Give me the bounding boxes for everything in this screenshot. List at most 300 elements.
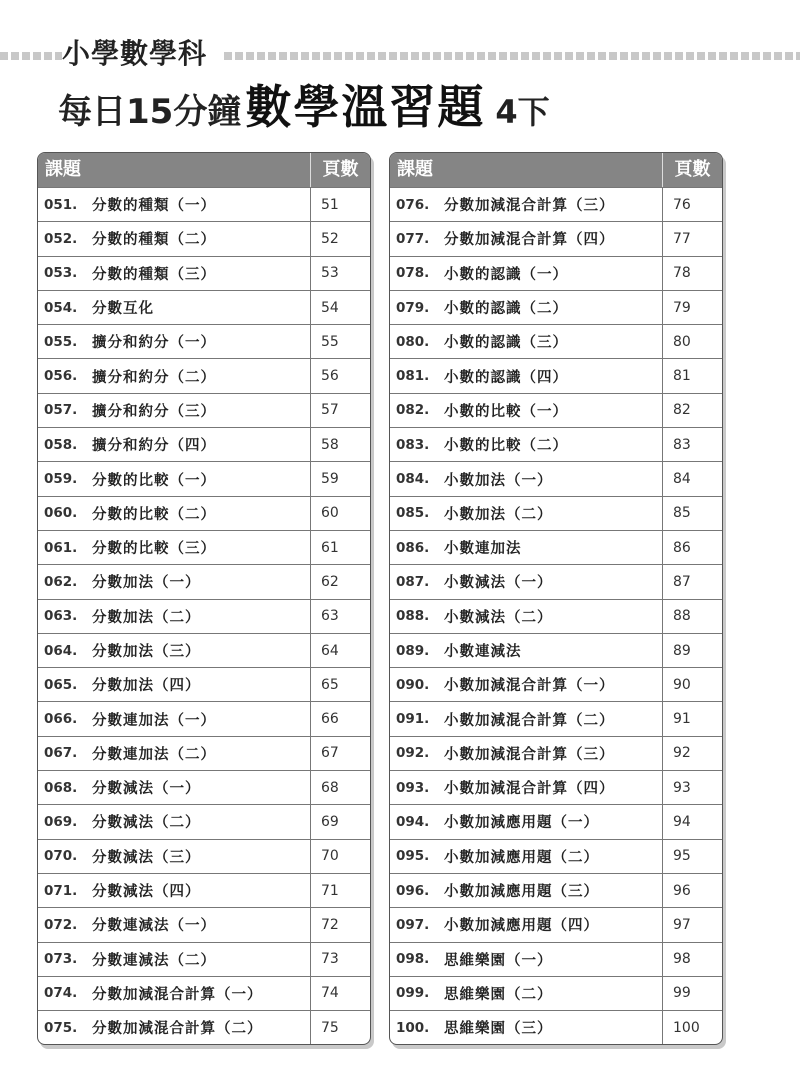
table-row — [390, 530, 722, 564]
table-row — [38, 530, 370, 564]
table-row — [390, 496, 722, 530]
topic-cell — [390, 805, 663, 838]
lesson-topic: 思維樂園（二） — [444, 986, 553, 1003]
page-number: 54 — [321, 299, 339, 316]
page-number: 89 — [673, 642, 691, 659]
lesson-topic: 擴分和約分（三） — [92, 403, 216, 420]
dash-square — [378, 52, 386, 60]
lesson-topic: 分數的比較（一） — [92, 472, 216, 489]
dash-square — [279, 52, 287, 60]
lesson-number: 084. — [396, 471, 430, 488]
dash-square — [356, 52, 364, 60]
dash-square — [488, 52, 496, 60]
dash-square — [620, 52, 628, 60]
lesson-number: 082. — [396, 402, 430, 419]
lesson-number: 074. — [44, 985, 78, 1002]
dash-square — [774, 52, 782, 60]
dash-square — [11, 52, 19, 60]
column-header-topic: 課題 — [38, 153, 311, 187]
lesson-topic: 分數連減法（二） — [92, 952, 216, 969]
page-number: 51 — [321, 196, 339, 213]
table-row — [38, 804, 370, 838]
topic-cell — [390, 977, 663, 1010]
table-header — [38, 153, 370, 187]
topic-cell — [390, 428, 663, 461]
table-row — [38, 633, 370, 667]
lesson-topic: 分數減法（三） — [92, 849, 201, 866]
dash-square — [521, 52, 529, 60]
page-number: 99 — [673, 985, 691, 1002]
topic-cell — [38, 497, 311, 530]
topic-cell — [390, 668, 663, 701]
lesson-number: 065. — [44, 676, 78, 693]
table-row — [390, 873, 722, 907]
table-row — [390, 942, 722, 976]
lesson-number: 069. — [44, 813, 78, 830]
page-number: 81 — [673, 368, 691, 385]
dash-square — [312, 52, 320, 60]
topic-cell — [38, 531, 311, 564]
page-number: 53 — [321, 265, 339, 282]
lesson-number: 056. — [44, 368, 78, 385]
table-row — [38, 564, 370, 598]
table-row — [38, 839, 370, 873]
lesson-topic: 分數的比較（二） — [92, 506, 216, 523]
page-number: 57 — [321, 402, 339, 419]
topic-cell — [390, 840, 663, 873]
page-number: 87 — [673, 573, 691, 590]
page-number: 56 — [321, 368, 339, 385]
dash-square — [609, 52, 617, 60]
topic-cell — [390, 531, 663, 564]
lesson-topic: 分數減法（一） — [92, 781, 201, 798]
page-number: 66 — [321, 711, 339, 728]
table-row — [390, 976, 722, 1010]
dash-square — [741, 52, 749, 60]
dash-square — [675, 52, 683, 60]
table-row — [38, 907, 370, 941]
lesson-topic: 擴分和約分（四） — [92, 438, 216, 455]
lesson-number: 052. — [44, 230, 78, 247]
dash-square — [598, 52, 606, 60]
decorative-dashes-left — [0, 52, 62, 60]
lesson-topic: 分數加減混合計算（二） — [92, 1021, 263, 1038]
page-number: 64 — [321, 642, 339, 659]
page-number: 65 — [321, 676, 339, 693]
dash-square — [631, 52, 639, 60]
lesson-topic: 小數減法（一） — [444, 575, 553, 592]
lesson-topic: 小數的認識（四） — [444, 369, 568, 386]
page-number: 71 — [321, 882, 339, 899]
topic-cell — [38, 257, 311, 290]
table-row — [38, 187, 370, 221]
table-row — [390, 599, 722, 633]
page-number: 69 — [321, 813, 339, 830]
page-number: 52 — [321, 230, 339, 247]
lesson-topic: 分數減法（二） — [92, 815, 201, 832]
lesson-topic: 分數加減混合計算（四） — [444, 232, 615, 249]
lesson-topic: 分數加減混合計算（三） — [444, 198, 615, 215]
lesson-number: 098. — [396, 951, 430, 968]
table-row — [390, 187, 722, 221]
table-row — [38, 461, 370, 495]
page-number: 77 — [673, 230, 691, 247]
topic-cell — [390, 359, 663, 392]
lesson-number: 068. — [44, 779, 78, 796]
dash-square — [22, 52, 30, 60]
dash-square — [44, 52, 52, 60]
dash-square — [499, 52, 507, 60]
lesson-topic: 分數互化 — [92, 301, 154, 318]
lesson-topic: 小數加減混合計算（四） — [444, 781, 615, 798]
page-number: 95 — [673, 848, 691, 865]
lesson-topic: 小數減法（二） — [444, 609, 553, 626]
toc-table-left — [37, 152, 371, 1045]
lesson-topic: 分數加減混合計算（一） — [92, 986, 263, 1003]
lesson-number: 054. — [44, 299, 78, 316]
page-number: 70 — [321, 848, 339, 865]
title-grade: 4下 — [495, 93, 550, 131]
topic-cell — [390, 600, 663, 633]
topic-cell — [390, 291, 663, 324]
lesson-number: 053. — [44, 265, 78, 282]
dash-square — [796, 52, 800, 60]
lesson-number: 090. — [396, 676, 430, 693]
topic-cell — [390, 222, 663, 255]
page-number: 85 — [673, 505, 691, 522]
lesson-number: 094. — [396, 813, 430, 830]
dash-square — [334, 52, 342, 60]
table-row — [38, 1010, 370, 1044]
lesson-number: 079. — [396, 299, 430, 316]
dash-square — [422, 52, 430, 60]
title-main: 數學溫習題 — [245, 80, 486, 134]
table-row — [390, 633, 722, 667]
page-number: 60 — [321, 505, 339, 522]
lesson-number: 073. — [44, 951, 78, 968]
page-number: 63 — [321, 608, 339, 625]
lesson-topic: 小數加減應用題（一） — [444, 815, 599, 832]
table-row — [38, 942, 370, 976]
topic-cell — [38, 737, 311, 770]
dash-square — [444, 52, 452, 60]
page-number: 76 — [673, 196, 691, 213]
lesson-number: 083. — [396, 436, 430, 453]
page-number: 94 — [673, 813, 691, 830]
table-row — [390, 564, 722, 598]
topic-cell — [390, 394, 663, 427]
column-header-topic: 課題 — [390, 153, 663, 187]
topic-cell — [38, 840, 311, 873]
lesson-topic: 小數加減應用題（三） — [444, 884, 599, 901]
table-row — [390, 221, 722, 255]
topic-cell — [38, 600, 311, 633]
dash-square — [686, 52, 694, 60]
lesson-number: 055. — [44, 333, 78, 350]
lesson-number: 076. — [396, 196, 430, 213]
lesson-number: 086. — [396, 539, 430, 556]
dash-square — [565, 52, 573, 60]
page-number: 83 — [673, 436, 691, 453]
page-number: 61 — [321, 539, 339, 556]
dash-square — [257, 52, 265, 60]
dash-square — [290, 52, 298, 60]
lesson-topic: 分數的種類（一） — [92, 198, 216, 215]
dash-square — [455, 52, 463, 60]
topic-cell — [390, 325, 663, 358]
dash-square — [532, 52, 540, 60]
topic-cell — [390, 737, 663, 770]
lesson-topic: 分數加法（一） — [92, 575, 201, 592]
lesson-number: 064. — [44, 642, 78, 659]
dash-square — [433, 52, 441, 60]
lesson-topic: 小數連減法 — [444, 644, 522, 660]
lesson-number: 081. — [396, 368, 430, 385]
table-row — [38, 358, 370, 392]
lesson-topic: 分數的比較（三） — [92, 541, 216, 558]
table-row — [390, 427, 722, 461]
dash-square — [301, 52, 309, 60]
table-row — [390, 907, 722, 941]
table-row — [38, 770, 370, 804]
topic-cell — [38, 805, 311, 838]
lesson-number: 092. — [396, 745, 430, 762]
page-number: 79 — [673, 299, 691, 316]
topic-cell — [390, 908, 663, 941]
lesson-number: 078. — [396, 265, 430, 282]
dash-square — [477, 52, 485, 60]
table-row — [38, 976, 370, 1010]
lesson-topic: 分數減法（四） — [92, 884, 201, 901]
dash-square — [763, 52, 771, 60]
dash-square — [235, 52, 243, 60]
lesson-number: 057. — [44, 402, 78, 419]
table-row — [390, 256, 722, 290]
lesson-number: 099. — [396, 985, 430, 1002]
lesson-topic: 擴分和約分（二） — [92, 369, 216, 386]
lesson-number: 060. — [44, 505, 78, 522]
dash-square — [752, 52, 760, 60]
table-row — [38, 701, 370, 735]
page-number: 84 — [673, 471, 691, 488]
table-row — [390, 358, 722, 392]
table-row — [390, 393, 722, 427]
page-number: 68 — [321, 779, 339, 796]
topic-cell — [38, 462, 311, 495]
lesson-topic: 小數加減混合計算（三） — [444, 746, 615, 763]
column-header-page: 頁數 — [674, 159, 711, 180]
dash-square — [389, 52, 397, 60]
topic-cell — [390, 702, 663, 735]
table-header — [390, 153, 722, 187]
lesson-topic: 分數連加法（二） — [92, 746, 216, 763]
page-number: 91 — [673, 711, 691, 728]
lesson-topic: 分數連減法（一） — [92, 918, 216, 935]
lesson-number: 091. — [396, 711, 430, 728]
book-title — [58, 76, 550, 138]
page-number: 98 — [673, 951, 691, 968]
lesson-topic: 小數加減混合計算（一） — [444, 678, 615, 695]
page-number: 67 — [321, 745, 339, 762]
lesson-number: 080. — [396, 333, 430, 350]
dash-square — [345, 52, 353, 60]
table-row — [390, 1010, 722, 1044]
topic-cell — [38, 977, 311, 1010]
topic-cell — [390, 943, 663, 976]
lesson-topic: 小數加法（二） — [444, 506, 553, 523]
lesson-topic: 小數的比較（二） — [444, 438, 568, 455]
lesson-topic: 小數連加法 — [444, 541, 522, 558]
column-header-page: 頁數 — [322, 159, 359, 180]
topic-cell — [390, 462, 663, 495]
lesson-number: 075. — [44, 1019, 78, 1036]
dash-square — [55, 52, 62, 60]
topic-cell — [38, 325, 311, 358]
page-number: 59 — [321, 471, 339, 488]
lesson-number: 062. — [44, 573, 78, 590]
table-row — [38, 599, 370, 633]
topic-cell — [390, 188, 663, 221]
table-row — [38, 427, 370, 461]
topic-cell — [38, 1011, 311, 1044]
table-row — [38, 393, 370, 427]
lesson-topic: 小數的認識（二） — [444, 301, 568, 318]
table-row — [390, 770, 722, 804]
lesson-topic: 小數加減應用題（二） — [444, 849, 599, 866]
page-number: 100 — [673, 1019, 700, 1036]
table-row — [38, 736, 370, 770]
dash-square — [33, 52, 41, 60]
dash-square — [576, 52, 584, 60]
page-number: 55 — [321, 333, 339, 350]
dash-square — [323, 52, 331, 60]
topic-cell — [38, 222, 311, 255]
lesson-number: 067. — [44, 745, 78, 762]
dash-square — [466, 52, 474, 60]
page-number: 58 — [321, 436, 339, 453]
dash-square — [653, 52, 661, 60]
table-row — [38, 667, 370, 701]
table-row — [390, 839, 722, 873]
table-row — [390, 667, 722, 701]
lesson-topic: 擴分和約分（一） — [92, 335, 216, 352]
lesson-topic: 思維樂園（三） — [444, 1021, 553, 1038]
table-row — [38, 873, 370, 907]
page-number: 97 — [673, 916, 691, 933]
dash-square — [730, 52, 738, 60]
title-prefix: 每日15分鐘 — [58, 92, 242, 132]
page-number: 80 — [673, 333, 691, 350]
dash-square — [697, 52, 705, 60]
lesson-number: 051. — [44, 196, 78, 213]
lesson-number: 097. — [396, 916, 430, 933]
topic-cell — [390, 874, 663, 907]
lesson-number: 070. — [44, 848, 78, 865]
dash-square — [785, 52, 793, 60]
topic-cell — [390, 634, 663, 667]
lesson-topic: 分數連加法（一） — [92, 712, 216, 729]
topic-cell — [38, 908, 311, 941]
lesson-number: 088. — [396, 608, 430, 625]
lesson-number: 071. — [44, 882, 78, 899]
page-number: 90 — [673, 676, 691, 693]
lesson-number: 059. — [44, 471, 78, 488]
dash-square — [400, 52, 408, 60]
page-number: 74 — [321, 985, 339, 1002]
page-number: 93 — [673, 779, 691, 796]
dash-square — [708, 52, 716, 60]
lesson-number: 072. — [44, 916, 78, 933]
lesson-number: 077. — [396, 230, 430, 247]
page-number: 92 — [673, 745, 691, 762]
topic-cell — [38, 943, 311, 976]
lesson-topic: 分數的種類（二） — [92, 232, 216, 249]
table-row — [390, 290, 722, 324]
dash-square — [411, 52, 419, 60]
topic-cell — [38, 702, 311, 735]
lesson-topic: 小數的比較（一） — [444, 403, 568, 420]
topic-cell — [390, 565, 663, 598]
lesson-number: 096. — [396, 882, 430, 899]
toc-table-right — [389, 152, 723, 1045]
topic-cell — [38, 291, 311, 324]
lesson-topic: 分數加法（二） — [92, 609, 201, 626]
lesson-topic: 小數加減混合計算（二） — [444, 712, 615, 729]
lesson-number: 085. — [396, 505, 430, 522]
table-row — [38, 324, 370, 358]
topic-cell — [38, 428, 311, 461]
topic-cell — [38, 565, 311, 598]
dash-square — [642, 52, 650, 60]
lesson-topic: 小數的認識（一） — [444, 266, 568, 283]
topic-cell — [38, 359, 311, 392]
topic-cell — [390, 257, 663, 290]
topic-cell — [390, 771, 663, 804]
series-label: 小學數學科 — [62, 37, 208, 70]
table-row — [390, 804, 722, 838]
page-number: 96 — [673, 882, 691, 899]
table-row — [38, 221, 370, 255]
lesson-topic: 思維樂園（一） — [444, 952, 553, 969]
dash-square — [367, 52, 375, 60]
dash-square — [268, 52, 276, 60]
topic-cell — [38, 668, 311, 701]
lesson-topic: 小數的認識（三） — [444, 335, 568, 352]
table-row — [390, 324, 722, 358]
page-number: 73 — [321, 951, 339, 968]
lesson-topic: 分數加法（三） — [92, 644, 201, 660]
dash-square — [587, 52, 595, 60]
lesson-number: 058. — [44, 436, 78, 453]
lesson-topic: 小數加法（一） — [444, 472, 553, 489]
topic-cell — [38, 394, 311, 427]
lesson-number: 087. — [396, 573, 430, 590]
dash-square — [664, 52, 672, 60]
topic-cell — [38, 188, 311, 221]
lesson-topic: 分數加法（四） — [92, 678, 201, 695]
lesson-number: 061. — [44, 539, 78, 556]
topic-cell — [38, 771, 311, 804]
lesson-number: 063. — [44, 608, 78, 625]
table-row — [390, 736, 722, 770]
page-number: 78 — [673, 265, 691, 282]
page-number: 82 — [673, 402, 691, 419]
table-row — [38, 290, 370, 324]
lesson-number: 089. — [396, 642, 430, 659]
dash-square — [510, 52, 518, 60]
topic-cell — [390, 497, 663, 530]
page-number: 88 — [673, 608, 691, 625]
